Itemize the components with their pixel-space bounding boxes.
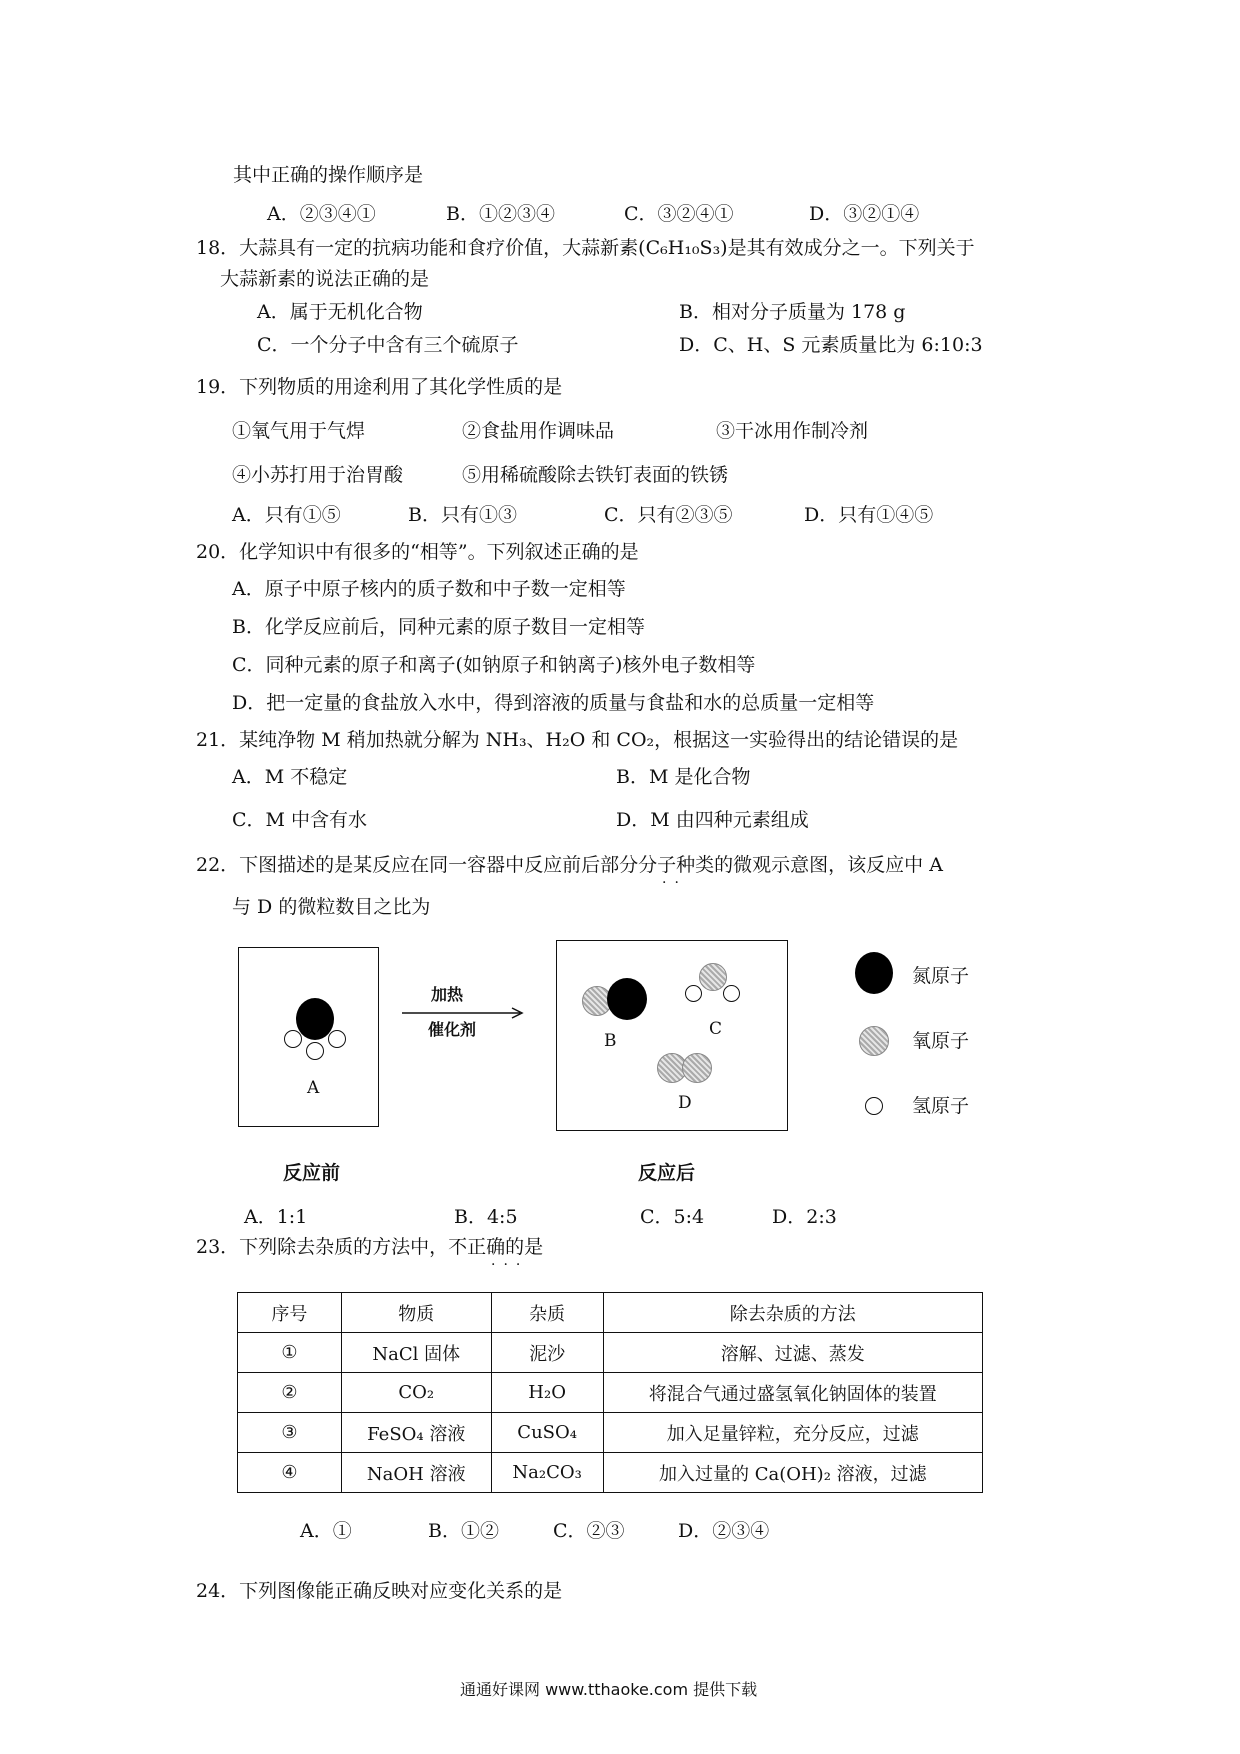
legend-oxygen-label: 氧原子 — [912, 1030, 970, 1052]
molecule-b-label: B — [604, 1031, 617, 1051]
hydrogen-atom — [328, 1030, 346, 1048]
q17-option-c: C．③②④① — [624, 203, 734, 225]
arrow-condition-bottom: 催化剂 — [428, 1020, 477, 1039]
hydrogen-atom — [685, 985, 702, 1002]
molecule-a-label: A — [307, 1078, 320, 1098]
q17-option-a: A．②③④① — [267, 203, 376, 225]
q21-option-a: A．M 不稳定 — [232, 766, 348, 788]
q24-stem: 24．下列图像能正确反映对应变化关系的是 — [196, 1580, 563, 1602]
table-cell: 加入足量锌粒，充分反应，过滤 — [603, 1413, 982, 1453]
table-cell: H₂O — [491, 1373, 603, 1413]
table-cell: ① — [238, 1333, 342, 1373]
q22-option-a: A．1:1 — [244, 1206, 308, 1228]
before-reaction-label: 反应前 — [283, 1162, 341, 1184]
table-cell: 溶解、过滤、蒸发 — [603, 1333, 982, 1373]
q20-option-b: B．化学反应前后，同种元素的原子数目一定相等 — [232, 616, 645, 638]
q19-option-c: C．只有②③⑤ — [604, 504, 733, 526]
table-header-cell: 序号 — [238, 1293, 342, 1333]
table-header-row — [238, 1293, 983, 1333]
legend-hydrogen-label: 氢原子 — [912, 1095, 970, 1117]
q19-item-4: ④小苏打用于治胃酸 — [232, 464, 404, 486]
hydrogen-atom — [723, 985, 740, 1002]
q21-option-b: B．M 是化合物 — [616, 766, 751, 788]
table-cell: NaCl 固体 — [341, 1333, 491, 1373]
q19-item-5: ⑤用稀硫酸除去铁钉表面的铁锈 — [462, 464, 729, 486]
table-cell: ② — [238, 1373, 342, 1413]
q23-stem: 23．下列除去杂质的方法中，不正确的是 — [196, 1236, 544, 1258]
q22-stem-line2: 与 D 的微粒数目之比为 — [232, 896, 431, 918]
emphasis-dots: ··· — [491, 1257, 529, 1273]
q23-option-a: A．① — [300, 1520, 352, 1542]
q23-option-c: C．②③ — [553, 1520, 625, 1542]
table-row — [238, 1413, 983, 1453]
q23-option-d: D．②③④ — [678, 1520, 770, 1542]
q18-option-d: D．C、H、S 元素质量比为 6:10:3 — [679, 334, 983, 356]
table-cell: CuSO₄ — [491, 1413, 603, 1453]
table-cell: 加入过量的 Ca(OH)₂ 溶液，过滤 — [603, 1453, 982, 1493]
table-cell: 泥沙 — [491, 1333, 603, 1373]
q19-item-3: ③干冰用作制冷剂 — [716, 420, 869, 442]
table-header-cell: 杂质 — [491, 1293, 603, 1333]
table-row — [238, 1333, 983, 1373]
q22-option-d: D．2:3 — [772, 1206, 837, 1228]
hydrogen-atom — [306, 1042, 324, 1060]
legend-nitrogen-atom — [855, 952, 893, 994]
after-reaction-label: 反应后 — [638, 1162, 696, 1184]
oxygen-atom — [682, 1053, 712, 1083]
hydrogen-atom — [284, 1030, 302, 1048]
before-reaction-box — [238, 947, 379, 1127]
q19-option-d: D．只有①④⑤ — [804, 504, 934, 526]
q21-option-d: D．M 由四种元素组成 — [616, 809, 809, 831]
impurity-table — [237, 1292, 983, 1493]
q18-stem-line2: 大蒜新素的说法正确的是 — [220, 268, 430, 290]
table-cell: ③ — [238, 1413, 342, 1453]
q17-option-b: B．①②③④ — [446, 203, 555, 225]
nitrogen-atom — [607, 978, 647, 1020]
q20-option-c: C．同种元素的原子和离子(如钠原子和钠离子)核外电子数相等 — [232, 654, 756, 676]
q17-tail: 其中正确的操作顺序是 — [233, 164, 424, 186]
arrow-condition-top: 加热 — [431, 985, 464, 1004]
table-header-cell: 除去杂质的方法 — [603, 1293, 982, 1333]
q19-item-1: ①氧气用于气焊 — [232, 420, 366, 442]
table-cell: Na₂CO₃ — [491, 1453, 603, 1493]
q20-option-a: A．原子中原子核内的质子数和中子数一定相等 — [232, 578, 626, 600]
q17-option-d: D．③②①④ — [809, 203, 920, 225]
q22-option-b: B．4:5 — [454, 1206, 518, 1228]
reaction-arrow-icon — [400, 1006, 528, 1020]
q23-option-b: B．①② — [428, 1520, 499, 1542]
q22-stem-line1: 22．下图描述的是某反应在同一容器中反应前后部分分子种类的微观示意图，该反应中 A — [196, 854, 943, 876]
q19-option-a: A．只有①⑤ — [232, 504, 341, 526]
q19-item-2: ②食盐用作调味品 — [462, 420, 615, 442]
table-row — [238, 1453, 983, 1493]
table-row — [238, 1373, 983, 1413]
table-header-cell: 物质 — [341, 1293, 491, 1333]
q18-stem-line1: 18．大蒜具有一定的抗病功能和食疗价值，大蒜新素(C₆H₁₀S₃)是其有效成分之一。下列关于 — [196, 237, 975, 259]
q18-option-b: B．相对分子质量为 178 g — [679, 301, 906, 323]
table-cell: FeSO₄ 溶液 — [341, 1413, 491, 1453]
q22-option-c: C．5:4 — [640, 1206, 705, 1228]
table-cell: ④ — [238, 1453, 342, 1493]
q19-option-b: B．只有①③ — [408, 504, 517, 526]
molecule-c-label: C — [709, 1019, 723, 1039]
after-reaction-box — [556, 940, 788, 1131]
emphasis-dots: ·· — [662, 875, 687, 891]
q20-stem: 20．化学知识中有很多的“相等”。下列叙述正确的是 — [196, 541, 639, 563]
legend-nitrogen-label: 氮原子 — [912, 965, 970, 987]
table-cell: CO₂ — [341, 1373, 491, 1413]
table-cell: NaOH 溶液 — [341, 1453, 491, 1493]
legend-oxygen-atom — [859, 1026, 889, 1056]
legend-hydrogen-atom — [865, 1097, 883, 1115]
page-footer: 通通好课网 www.tthaoke.com 提供下载 — [460, 1680, 758, 1699]
oxygen-atom — [699, 963, 727, 991]
q18-option-c: C．一个分子中含有三个硫原子 — [257, 334, 519, 356]
molecule-d-label: D — [678, 1093, 692, 1113]
q21-stem: 21．某纯净物 M 稍加热就分解为 NH₃、H₂O 和 CO₂，根据这一实验得出的结论错误的是 — [196, 729, 959, 751]
q21-option-c: C．M 中含有水 — [232, 809, 368, 831]
q19-stem: 19．下列物质的用途利用了其化学性质的是 — [196, 376, 563, 398]
table-cell: 将混合气通过盛氢氧化钠固体的装置 — [603, 1373, 982, 1413]
q18-option-a: A．属于无机化合物 — [257, 301, 423, 323]
q20-option-d: D．把一定量的食盐放入水中，得到溶液的质量与食盐和水的总质量一定相等 — [232, 692, 875, 714]
